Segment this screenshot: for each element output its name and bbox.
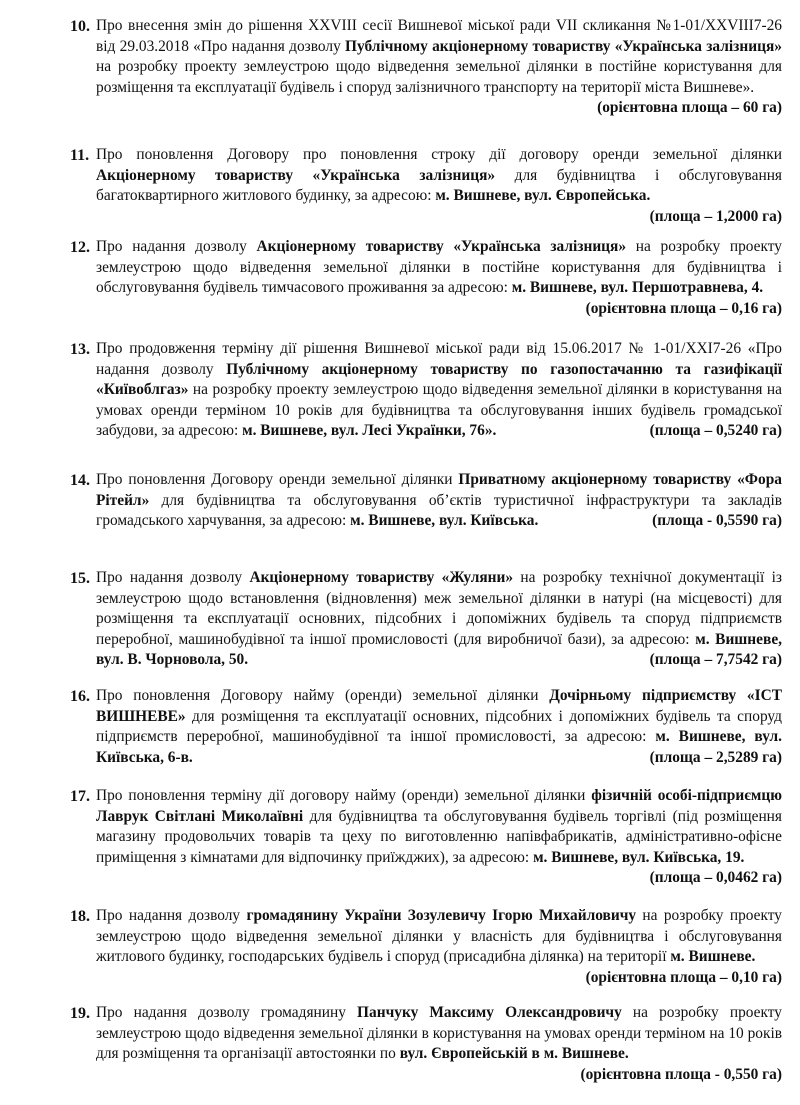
area-value: (орієнтовна площа – 0,16 га) [585,299,782,317]
item-text: Про надання дозволу громадянину України Зозулевичу Ігорю Михайловичу на розробку проекту землеустрою щодо відведення земельної ділянки у власність для будівництва і обслуговування житлового будинку, господарських будівель і споруд (присадибна ділянка) на території м. Вишневе. (орієнтовна площа – 0,10 га) [96,906,782,988]
item-text: Про надання дозволу Акціонерному товариству «Жуляни» на розробку технічної документації із землеустрою щодо встановлення (відновлення) меж земельної ділянки в натурі (на місцевості) для розміщення та експлуатації основних, підсобних і допоміжних будівель та споруд підприємств переробної, машинобудівної та іншої промисловості (для виробничої бази), за адресою: м. Вишневе, вул. В. Чорновола, 50. (площа – 7,7542 га) [96,568,782,671]
area-value: (площа – 0,5240 га) [649,422,782,440]
item-number: 18. [70,908,90,925]
area-value: (орієнтовна площа – 0,10 га) [585,968,782,986]
item-number: 13. [70,341,90,358]
item-text: Про продовження терміну дії рішення Вишневої міської ради від 15.06.2017 № 1-01/XXI7-26 «Про надання дозволу Публічному акціонерному товариству по газопостачанню та газифікації «Київоблгаз» на розробку проекту землеустрою щодо відведення земельної ділянки в користування на умовах оренди терміном 10 років для будівництва та обслуговування інших будівель громадської забудови, за адресою: м. Вишневе, вул. Лесі Українки, 76». (площа – 0,5240 га) [96,339,782,442]
area-value: (орієнтовна площа - 0,550 га) [580,1065,782,1083]
area-value: (площа – 2,5289 га) [649,748,782,766]
item-number: 19. [70,1005,90,1022]
item-text: Про надання дозволу Акціонерному товариству «Українська залізниця» на розробку проекту землеустрою щодо відведення земельної ділянки в постійне користування для будівництва і обслуговування будівель тимчасового проживання за адресою: м. Вишневе, вул. Першотравнева, 4. (орієнтовна площа – 0,16 га) [96,237,782,319]
area-value: (площа – 0,0462 га) [649,869,782,887]
item-text: Про поновлення Договору оренди земельної ділянки Приватному акціонерному товариству «Фора Рітейл» для будівництва та обслуговування об’єктів туристичної інфраструктури та закладів громадського харчування, за адресою: м. Вишневе, вул. Київська. (площа - 0,5590 га) [96,470,782,532]
area-value: (площа – 1,2000 га) [649,207,782,225]
item-text: Про внесення змін до рішення XXVIII сесії Вишневої міської ради VII скликання №1-01/XXVIII7-26 від 29.03.2018 «Про надання дозволу Публічному акціонерному товариству «Українська залізниця» на розробку проекту землеустрою щодо відведення земельної ділянки в постійне користування для розміщення та експлуатації будівель і споруд залізничного транспорту на території міста Вишневе». (орієнтовна площа – 60 га) [96,16,782,119]
item-text: Про поновлення Договору найму (оренди) земельної ділянки Дочірньому підприємству «ІСТ ВИШНЕВЕ» для розміщення та експлуатації основних, підсобних і допоміжних будівель та споруд підприємств переробної, машинобудівної та іншої промисловості, за адресою: м. Вишневе, вул. Київська, 6-в. (площа – 2,5289 га) [96,686,782,768]
area-value: (площа - 0,5590 га) [652,512,782,530]
item-text: Про надання дозволу громадянину Панчуку Максиму Олександровичу на розробку проекту землеустрою щодо відведення земельної ділянки в користування на умовах оренди терміном на 10 років для розміщення та організації автостоянки по вул. Європейській в м. Вишневе. (орієнтовна площа - 0,550 га) [96,1003,782,1085]
area-value: (площа – 7,7542 га) [649,651,782,669]
item-number: 17. [70,788,90,805]
item-text: Про поновлення терміну дії договору найму (оренди) земельної ділянки фізичній особі-підприємцю Лаврук Світлані Миколаївні для будівництва та обслуговування будівель торгівлі (під розміщення магазину продовольчих товарів та цеху по виготовленню напівфабрикатів, адміністративно-офісне приміщення з кімнатами для відпочинку приїжджих), за адресою: м. Вишневе, вул. Київська, 19. (площа – 0,0462 га) [96,786,782,889]
item-text: Про поновлення Договору про поновлення строку дії договору оренди земельної ділянки Акціонерному товариству «Українська залізниця» для будівництва і обслуговування багатоквартирного житлового будинку, за адресою: м. Вишневе, вул. Європейська. (площа – 1,2000 га) [96,145,782,227]
item-number: 10. [70,18,90,35]
item-number: 15. [70,570,90,587]
item-number: 11. [70,147,90,164]
area-value: (орієнтовна площа – 60 га) [597,99,782,117]
item-number: 16. [70,688,90,705]
item-number: 12. [70,239,90,256]
item-number: 14. [70,472,90,489]
